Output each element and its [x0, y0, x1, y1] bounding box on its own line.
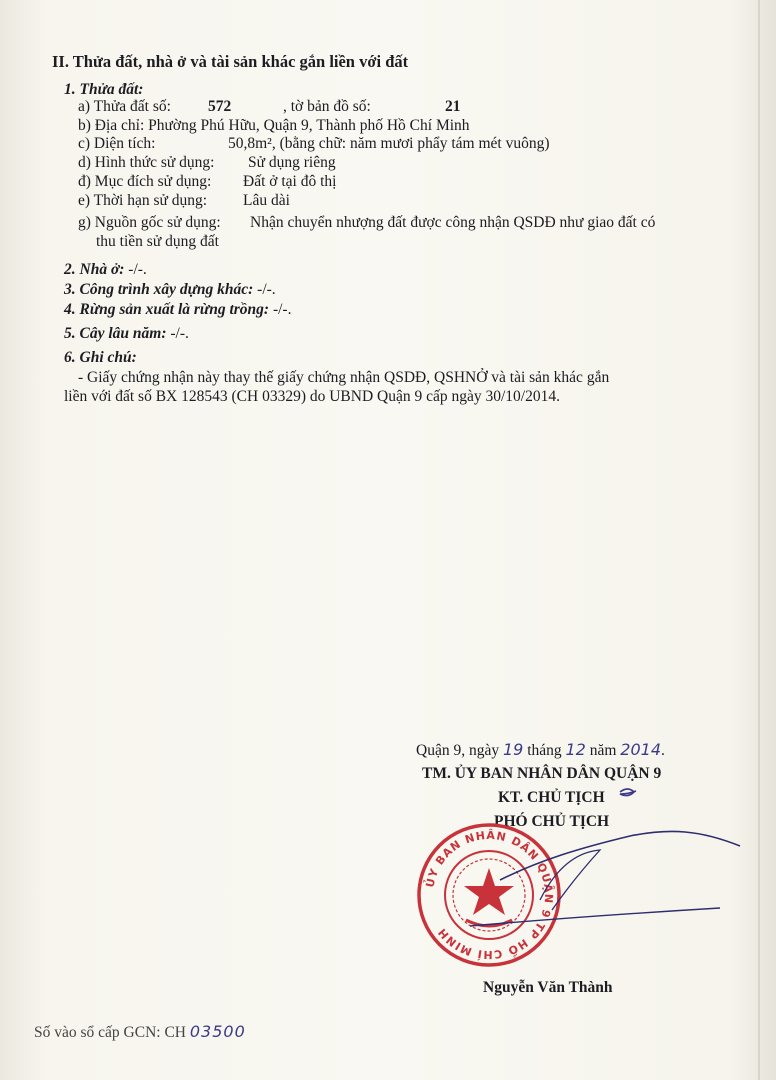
parcel-label: a) Thửa đất số:: [78, 98, 171, 115]
signer-name: Nguyễn Văn Thành: [483, 979, 613, 996]
origin-value: Nhận chuyển nhượng đất được công nhận QSDĐ như giao đất có: [250, 214, 656, 231]
usage-form-row: [78, 153, 336, 173]
term-label: e) Thời hạn sử dụng:: [78, 192, 208, 209]
parcel-row: [78, 97, 461, 117]
house-value: -/-.: [128, 261, 147, 278]
forest-row: [64, 300, 291, 320]
date-end: .: [661, 742, 665, 759]
forest-value: -/-.: [272, 301, 292, 318]
signature-role-1: KT. CHỦ TỊCH: [498, 789, 605, 806]
section-title: II. Thửa đất, nhà ở và tài sản khác gắn liền với đất: [52, 52, 409, 71]
trees-label: 5. Cây lâu năm:: [64, 325, 167, 342]
year-label: năm: [589, 742, 617, 759]
notes-line2: liền với đất số BX 128543 (CH 03329) do UBND Quận 9 cấp ngày 30/10/2014.: [64, 388, 560, 405]
seal-text: ỦY BAN NHÂN DÂN QUẬN 9 TP HỒ CHÍ MINH: [423, 828, 556, 962]
area-label: c) Diện tích:: [78, 135, 156, 152]
trees-row: [64, 324, 189, 344]
area-row: [78, 134, 550, 154]
parcel-number: 572: [208, 98, 232, 115]
registry-number: 03500: [189, 1022, 246, 1041]
address-row: b) Địa chỉ: Phường Phú Hữu, Quận 9, Thành phố Hồ Chí Minh: [78, 117, 470, 134]
term-row: [78, 191, 290, 211]
purpose-label: đ) Mục đích sử dụng:: [78, 173, 212, 190]
notes-line1: - Giấy chứng nhận này thay thế giấy chứng nhận QSDĐ, QSHNỞ và tài sản khác gắn: [78, 369, 610, 386]
date-year: 2014: [620, 740, 662, 759]
forest-label: 4. Rừng sản xuất là rừng trồng:: [64, 301, 270, 318]
area-value: 50,8m², (bằng chữ: năm mươi phẩy tám mét vuông): [228, 135, 550, 152]
construction-row: [64, 280, 276, 300]
registry-number-row: [34, 1022, 246, 1043]
house-label: 2. Nhà ở:: [64, 261, 125, 278]
usage-form-value: Sử dụng riêng: [248, 154, 336, 171]
date-day: 19: [502, 740, 524, 759]
construction-label: 3. Công trình xây dựng khác:: [64, 281, 254, 298]
term-value: Lâu dài: [243, 192, 290, 209]
construction-value: -/-.: [257, 281, 276, 298]
house-row: [64, 260, 147, 280]
month-label: tháng: [527, 742, 562, 759]
registry-label: Số vào sổ cấp GCN: CH: [34, 1024, 186, 1041]
land-heading: 1. Thửa đất:: [64, 81, 144, 98]
official-seal: [414, 820, 564, 970]
origin-row: [78, 213, 656, 233]
notes-label: 6. Ghi chú:: [64, 349, 137, 366]
trees-value: -/-.: [170, 325, 189, 342]
seal-gear-band: [466, 920, 512, 926]
date-month: 12: [565, 740, 586, 759]
purpose-value: Đất ở tại đô thị: [243, 173, 337, 190]
page-fold: [758, 0, 760, 1080]
map-number: 21: [445, 98, 461, 115]
origin-label: g) Nguồn gốc sử dụng:: [78, 214, 221, 231]
usage-form-label: d) Hình thức sử dụng:: [78, 154, 215, 171]
origin-continuation: thu tiền sử dụng đất: [96, 233, 219, 250]
signature-role-2: PHÓ CHỦ TỊCH: [494, 813, 610, 830]
star-icon: [464, 868, 514, 915]
purpose-row: [78, 172, 337, 192]
date-prefix: Quận 9, ngày: [416, 742, 500, 759]
map-label: , tờ bản đồ số:: [283, 98, 371, 115]
signature-organization: TM. ỦY BAN NHÂN DÂN QUẬN 9: [422, 765, 662, 782]
signature-date: [416, 740, 665, 761]
